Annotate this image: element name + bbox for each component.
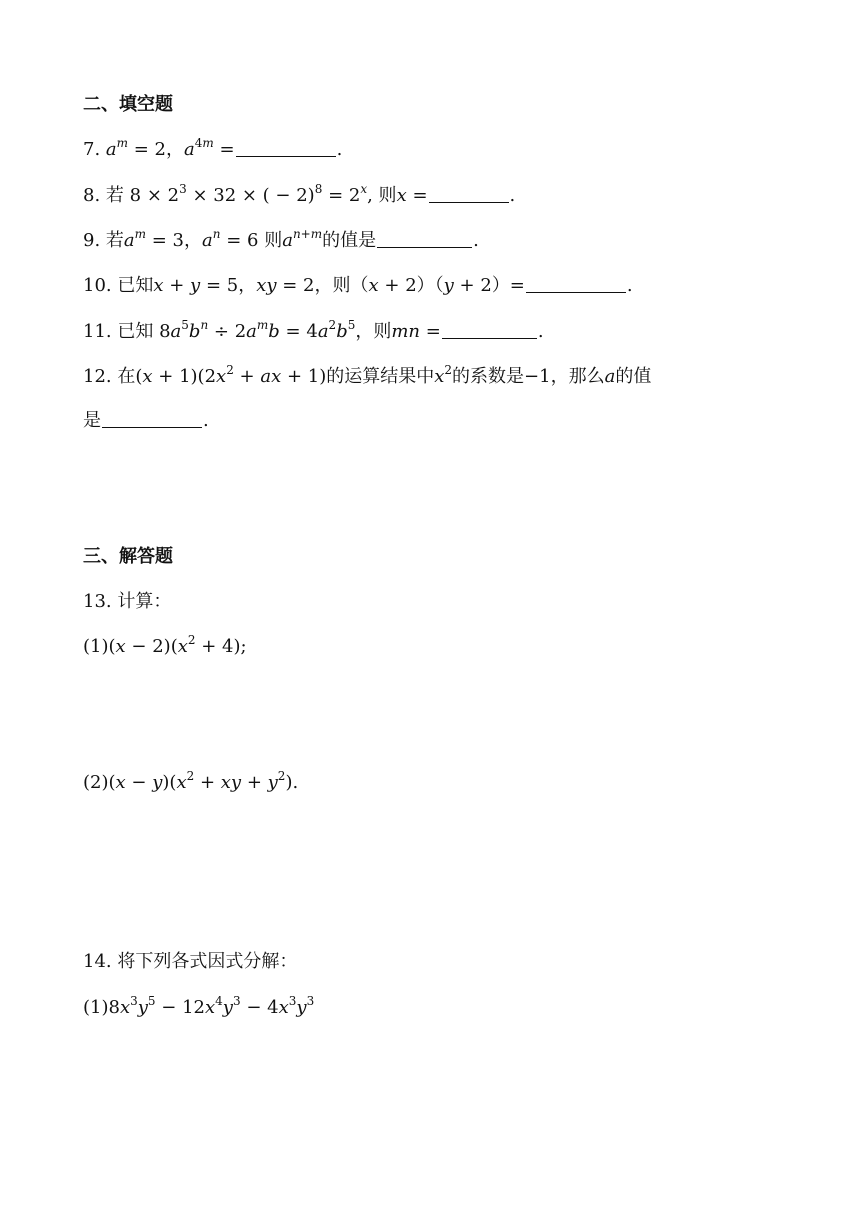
question-7: 7. $a^m = 2$，$a^{4m}$ = . <box>83 136 343 160</box>
question-13-part-2: $(2)(x - y)(x^2$ + xy + $y^2$). <box>83 769 299 793</box>
question-12: 12. 在$(x + 1)(2x^2$ + ax + 1)的运算结果中$x^2$的系数是−1，那么a的值 <box>83 363 652 387</box>
question-13: 13. 计算： <box>83 591 172 612</box>
answer-blank[interactable] <box>236 155 336 157</box>
section-heading-fill-blank: 二、填空题 <box>83 94 173 115</box>
answer-blank[interactable] <box>429 201 509 203</box>
question-8: 8. 若 $8 \times 2^3 \times 32$ × ( − $2)^8 = 2^x$, 则x = . <box>83 182 516 206</box>
answer-blank[interactable] <box>102 426 202 428</box>
answer-blank[interactable] <box>377 246 472 248</box>
answer-blank[interactable] <box>526 291 626 293</box>
question-12-continued: 是 . <box>83 410 209 431</box>
answer-blank[interactable] <box>442 337 537 339</box>
question-14: 14. 将下列各式因式分解： <box>83 951 298 972</box>
question-11: 11. 已知 $8a^5b^n \div 2a^mb = 4a^2b^5$，则mn = . <box>83 318 544 342</box>
question-10: 10. 已知x + y = 5，xy = 2，则（x + 2）（y + 2）= . <box>83 275 633 296</box>
question-13-part-1: $(1)(x - 2)(x^2 + 4)$; <box>83 633 247 657</box>
section-heading-answer: 三、解答题 <box>83 546 173 567</box>
question-9: 9. 若$a^m = 3$，$a^n = 6$ 则$a^{n+m}$的值是 . <box>83 227 479 251</box>
question-14-part-1: $(1)8x^3y^5 - 12x^4y^3 - 4x^3y^3$ <box>83 994 315 1018</box>
